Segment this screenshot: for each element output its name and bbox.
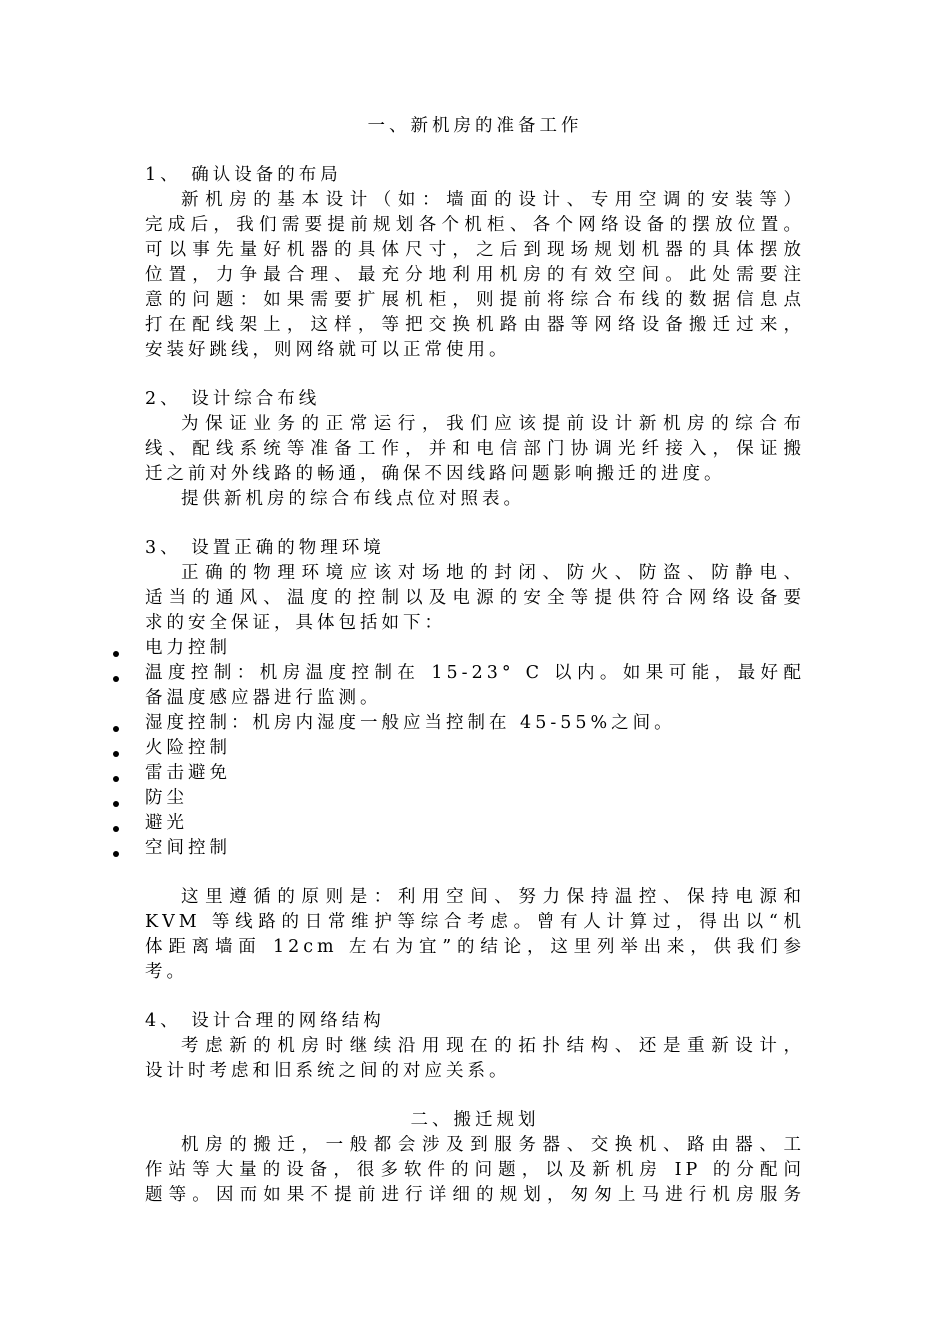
paragraph-line: 新机房的基本设计（如：墙面的设计、专用空调的安装等）	[181, 190, 805, 210]
paragraph-line: 意的问题：如果需要扩展机柜，则提前将综合布线的数据信息点	[145, 290, 805, 310]
item-heading-2: 2、 设计综合布线	[145, 389, 321, 409]
paragraph-line: 题等。因而如果不提前进行详细的规划，匆匆上马进行机房服务	[145, 1185, 805, 1205]
list-item: 空间控制	[145, 838, 231, 858]
paragraph-line: 线、配线系统等准备工作，并和电信部门协调光纤接入，保证搬	[145, 439, 805, 459]
bullet-icon	[113, 676, 119, 682]
paragraph-line: 正确的物理环境应该对场地的封闭、防火、防盗、防静电、	[181, 563, 805, 583]
paragraph-line: 考虑新的机房时继续沿用现在的拓扑结构、还是重新设计，	[181, 1036, 805, 1056]
paragraph-line: 安装好跳线，则网络就可以正常使用。	[145, 340, 511, 360]
paragraph-line: 提供新机房的综合布线点位对照表。	[181, 489, 525, 509]
paragraph-line: 可以事先量好机器的具体尺寸，之后到现场规划机器的具体摆放	[145, 240, 805, 260]
list-item: 火险控制	[145, 738, 231, 758]
list-item: 温度控制：机房温度控制在 15-23° C 以内。如果可能，最好配	[145, 663, 805, 683]
paragraph-line: 机房的搬迁，一般都会涉及到服务器、交换机、路由器、工	[181, 1135, 805, 1155]
list-item: 湿度控制：机房内湿度一般应当控制在 45-55%之间。	[145, 713, 676, 733]
paragraph-line: 体距离墙面 12cm 左右为宜”的结论，这里列举出来，供我们参	[145, 937, 805, 957]
bullet-icon	[113, 726, 119, 732]
list-item: 雷击避免	[145, 763, 231, 783]
paragraph-line: 完成后，我们需要提前规划各个机柜、各个网络设备的摆放位置。	[145, 215, 805, 235]
bullet-icon	[113, 776, 119, 782]
bullet-icon	[113, 751, 119, 757]
paragraph-line: 迁之前对外线路的畅通，确保不因线路问题影响搬迁的进度。	[145, 464, 726, 484]
item-heading-1: 1、 确认设备的布局	[145, 165, 342, 185]
paragraph-line: 设计时考虑和旧系统之间的对应关系。	[145, 1061, 511, 1081]
bullet-icon	[113, 851, 119, 857]
paragraph-line: 适当的通风、温度的控制以及电源的安全等提供符合网络设备要	[145, 588, 805, 608]
paragraph-line: KVM 等线路的日常维护等综合考虑。曾有人计算过，得出以“机	[145, 912, 805, 932]
paragraph-line: 求的安全保证，具体包括如下：	[145, 613, 446, 633]
section-title-2: 二、搬迁规划	[410, 1110, 540, 1130]
bullet-icon	[113, 801, 119, 807]
item-heading-3: 3、 设置正确的物理环境	[145, 538, 385, 558]
paragraph-line: 这里遵循的原则是：利用空间、努力保持温控、保持电源和	[181, 887, 805, 907]
list-item-continuation: 备温度感应器进行监测。	[145, 688, 382, 708]
list-item: 防尘	[145, 788, 188, 808]
section-title-1: 一、新机房的准备工作	[367, 116, 583, 136]
bullet-icon	[113, 651, 119, 657]
item-heading-4: 4、 设计合理的网络结构	[145, 1011, 385, 1031]
paragraph-line: 作站等大量的设备，很多软件的问题，以及新机房 IP 的分配问	[145, 1160, 805, 1180]
paragraph-line: 打在配线架上，这样，等把交换机路由器等网络设备搬迁过来，	[145, 315, 805, 335]
paragraph-line: 位置，力争最合理、最充分地利用机房的有效空间。此处需要注	[145, 265, 805, 285]
paragraph-line: 考。	[145, 962, 188, 982]
list-item: 避光	[145, 813, 188, 833]
bullet-icon	[113, 826, 119, 832]
paragraph-line: 为保证业务的正常运行，我们应该提前设计新机房的综合布	[181, 414, 805, 434]
list-item: 电力控制	[145, 638, 231, 658]
